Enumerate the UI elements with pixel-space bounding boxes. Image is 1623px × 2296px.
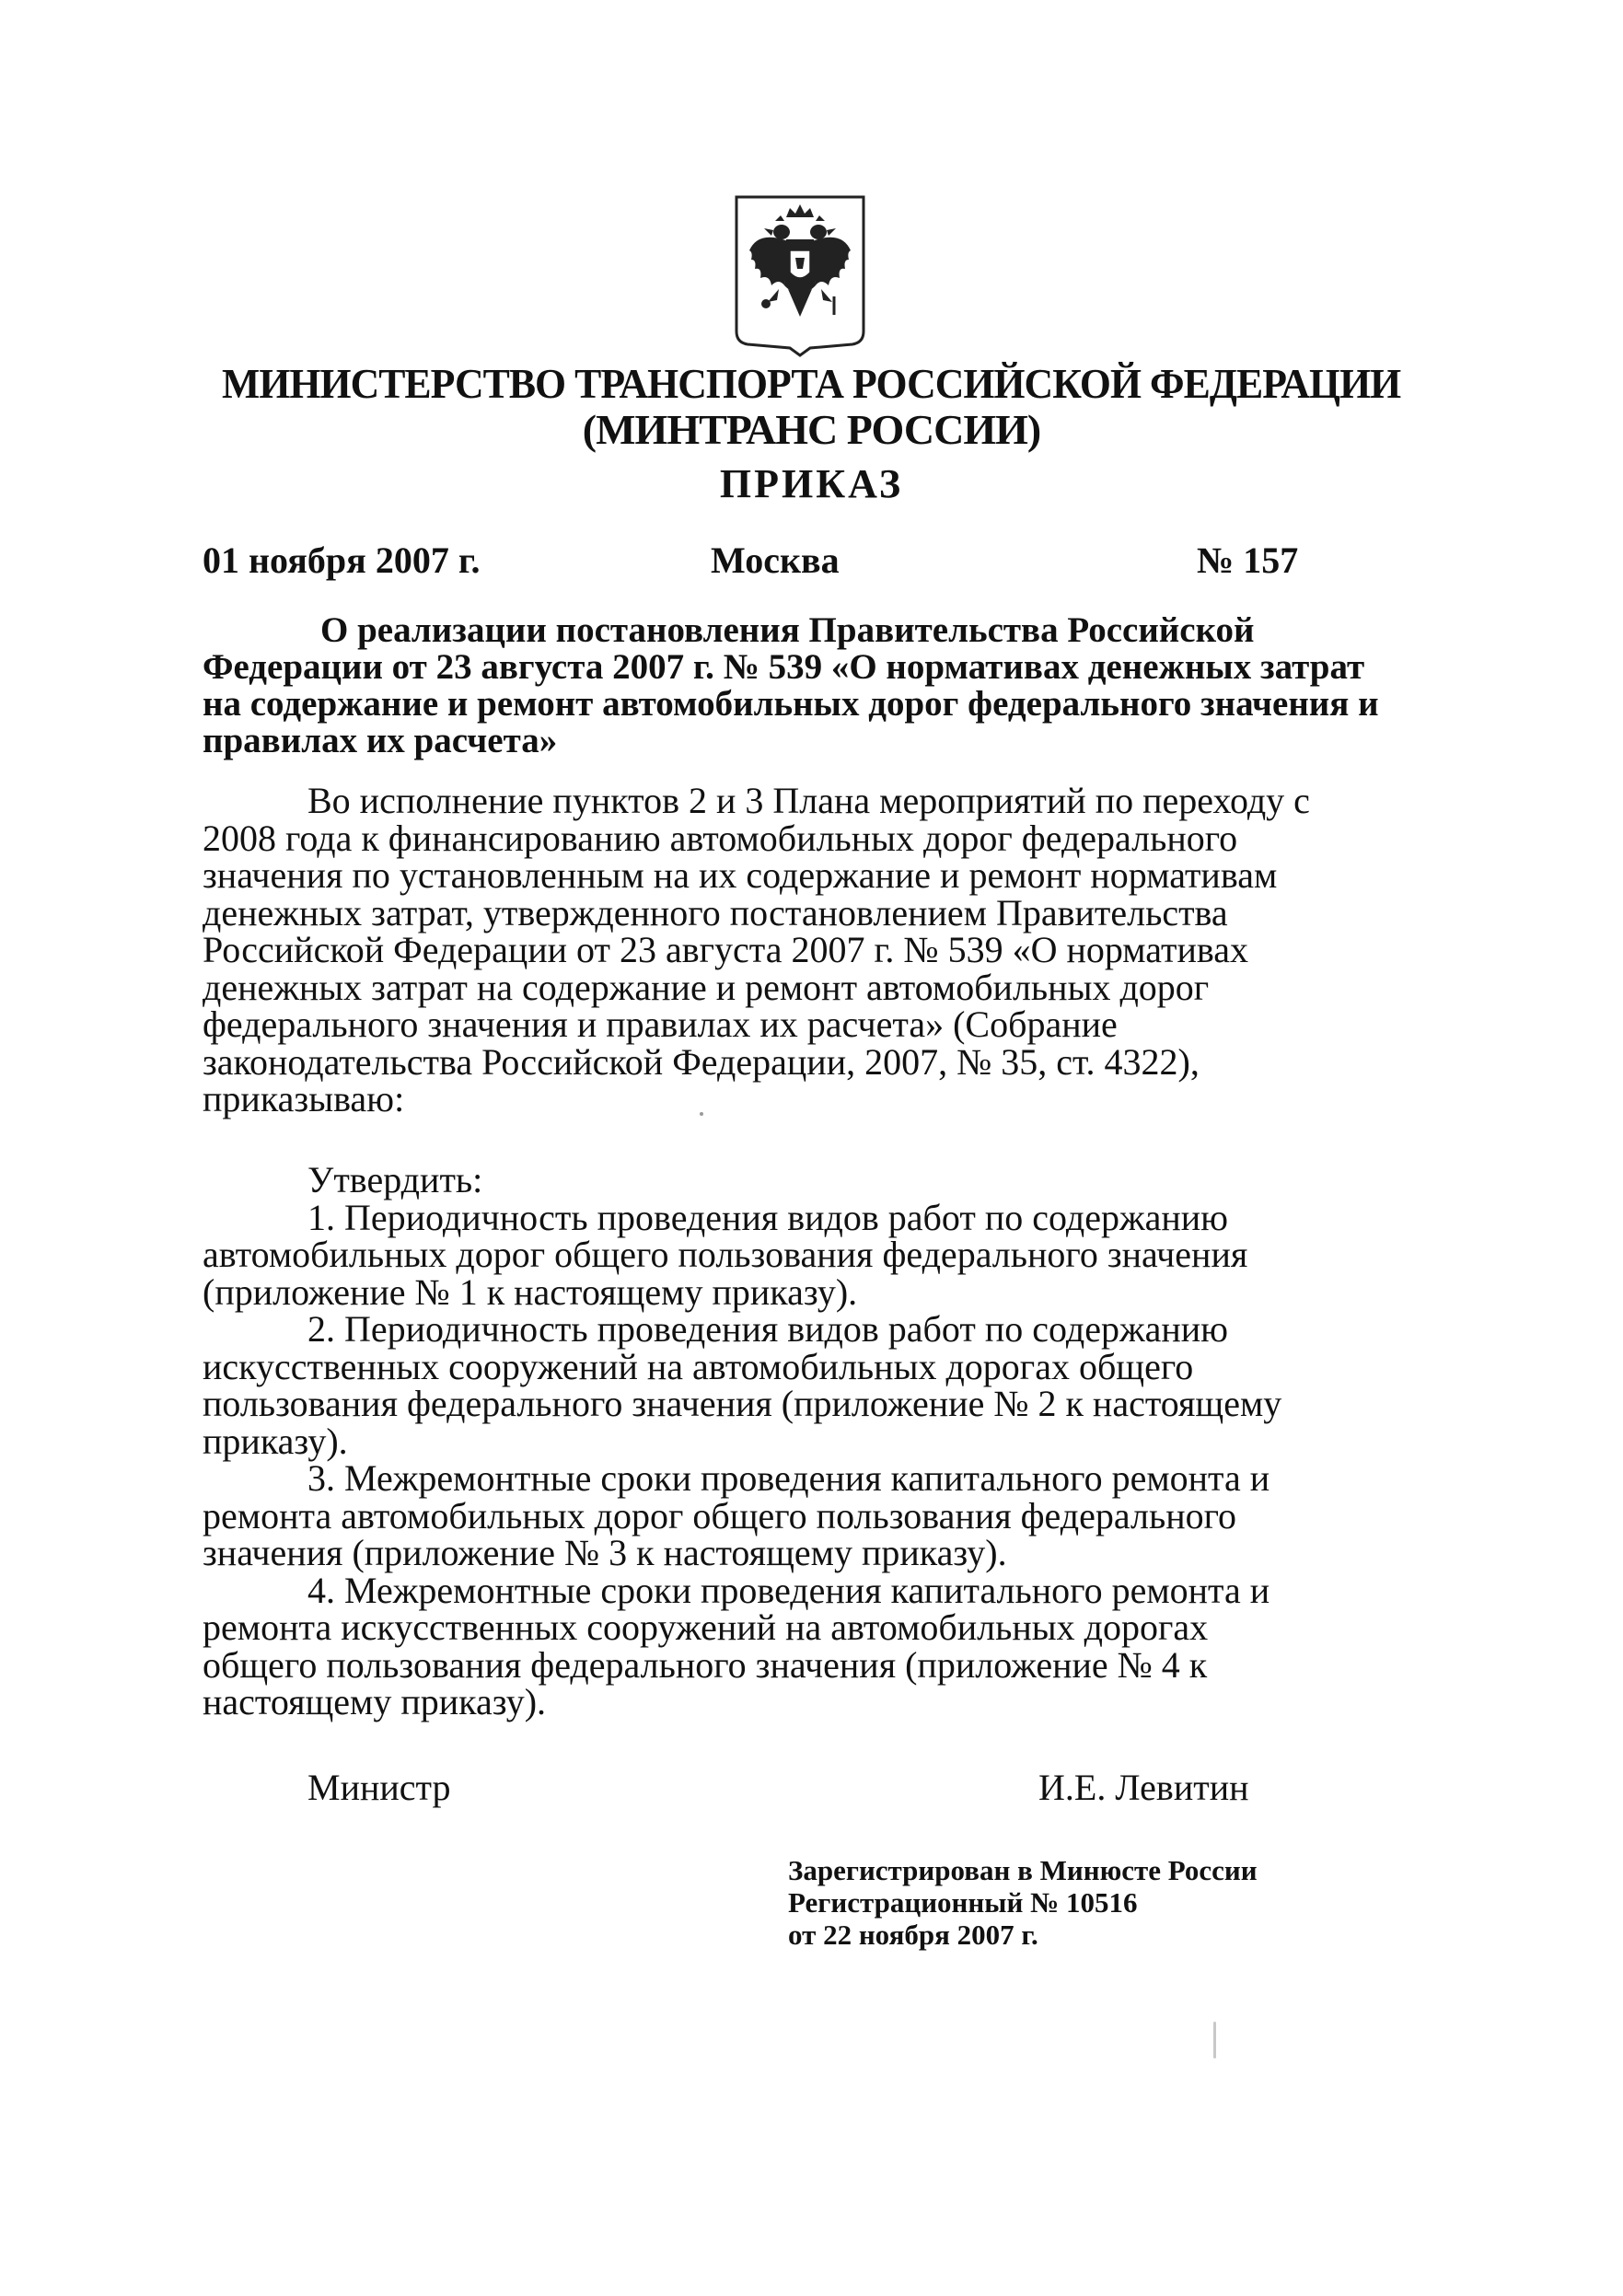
ministry-header	[0, 361, 1623, 453]
scan-artifact	[700, 1112, 703, 1116]
registration-line: Зарегистрирован в Минюсте России	[788, 1854, 1258, 1886]
state-emblem-icon	[731, 193, 869, 357]
preamble-line: значения по установленным на их содержание и ремонт нормативам	[203, 854, 1278, 896]
ministry-name: МИНИСТЕРСТВО ТРАНСПОРТА РОССИЙСКОЙ ФЕДЕРАЦИИ	[222, 360, 1401, 407]
subject-line: на содержание и ремонт автомобильных дорог федерального значения и	[203, 684, 1379, 724]
approve-item-line: 2. Периодичность проведения видов работ по содержанию	[307, 1308, 1229, 1350]
preamble-line: Российской Федерации от 23 августа 2007 г. № 539 «О нормативах	[203, 929, 1249, 970]
preamble-line: федерального значения и правилах их расчета» (Собрание	[203, 1003, 1118, 1045]
subject-line: Федерации от 23 августа 2007 г. № 539 «О нормативах денежных затрат	[203, 647, 1365, 687]
subject-line: О реализации постановления Правительства Российской	[320, 610, 1255, 650]
registration-line: от 22 ноября 2007 г.	[788, 1919, 1038, 1951]
registration-line: Регистрационный № 10516	[788, 1886, 1138, 1919]
approve-section	[203, 1159, 1399, 1722]
approve-item-line: ремонта автомобильных дорог общего пользования федерального	[203, 1494, 1237, 1536]
approve-item-line: 3. Межремонтные сроки проведения капитального ремонта и	[307, 1457, 1270, 1499]
approve-item-line: 4. Межремонтные сроки проведения капитального ремонта и	[307, 1569, 1270, 1611]
approve-item-line: ремонта искусственных сооружений на автомобильных дорогах	[203, 1606, 1209, 1648]
signatory-name: И.Е. Левитин	[1038, 1767, 1249, 1808]
ministry-short-name: (МИНТРАНС РОССИИ)	[582, 406, 1041, 453]
approve-heading: Утвердить:	[307, 1159, 483, 1200]
subject-line: правилах их расчета»	[203, 721, 558, 760]
approve-item-line: настоящему приказу).	[203, 1681, 547, 1722]
order-date: 01 ноября 2007 г.	[203, 539, 481, 581]
approve-item-line: (приложение № 1 к настоящему приказу).	[203, 1270, 858, 1313]
approve-item-line: 1. Периодичность проведения видов работ по содержанию	[307, 1196, 1229, 1238]
order-subject	[203, 612, 1399, 760]
preamble-line: 2008 года к финансированию автомобильных дорог федерального	[203, 817, 1238, 859]
preamble-line: денежных затрат, утвержденного постановлением Правительства	[203, 891, 1228, 933]
approve-item-line: общего пользования федерального значения (приложение № 4 к	[203, 1643, 1208, 1686]
approve-item-line: автомобильных дорог общего пользования федерального значения	[203, 1234, 1248, 1275]
preamble-line: приказываю:	[203, 1078, 405, 1119]
order-title: ПРИКАЗ	[719, 461, 904, 506]
order-city: Москва	[711, 539, 840, 581]
preamble-line: денежных затрат на содержание и ремонт автомобильных дорог	[203, 966, 1210, 1008]
order-number: № 157	[1197, 539, 1299, 581]
approve-item-line: искусственных сооружений на автомобильных дорогах общего	[203, 1345, 1194, 1387]
approve-item-line: пользования федерального значения (приложение № 2 к настоящему	[203, 1383, 1282, 1424]
approve-item-line: значения (приложение № 3 к настоящему приказу).	[203, 1532, 1007, 1573]
approve-item-line: приказу).	[203, 1420, 348, 1462]
scan-artifact	[1213, 2022, 1216, 2058]
signatory-role: Министр	[307, 1767, 451, 1808]
preamble-line: Во исполнение пунктов 2 и 3 Плана мероприятий по переходу с	[307, 780, 1310, 821]
preamble-line: законодательства Российской Федерации, 2007, № 35, ст. 4322),	[203, 1040, 1200, 1083]
registration-note	[788, 1854, 1258, 1951]
preamble-paragraph	[203, 780, 1399, 1119]
